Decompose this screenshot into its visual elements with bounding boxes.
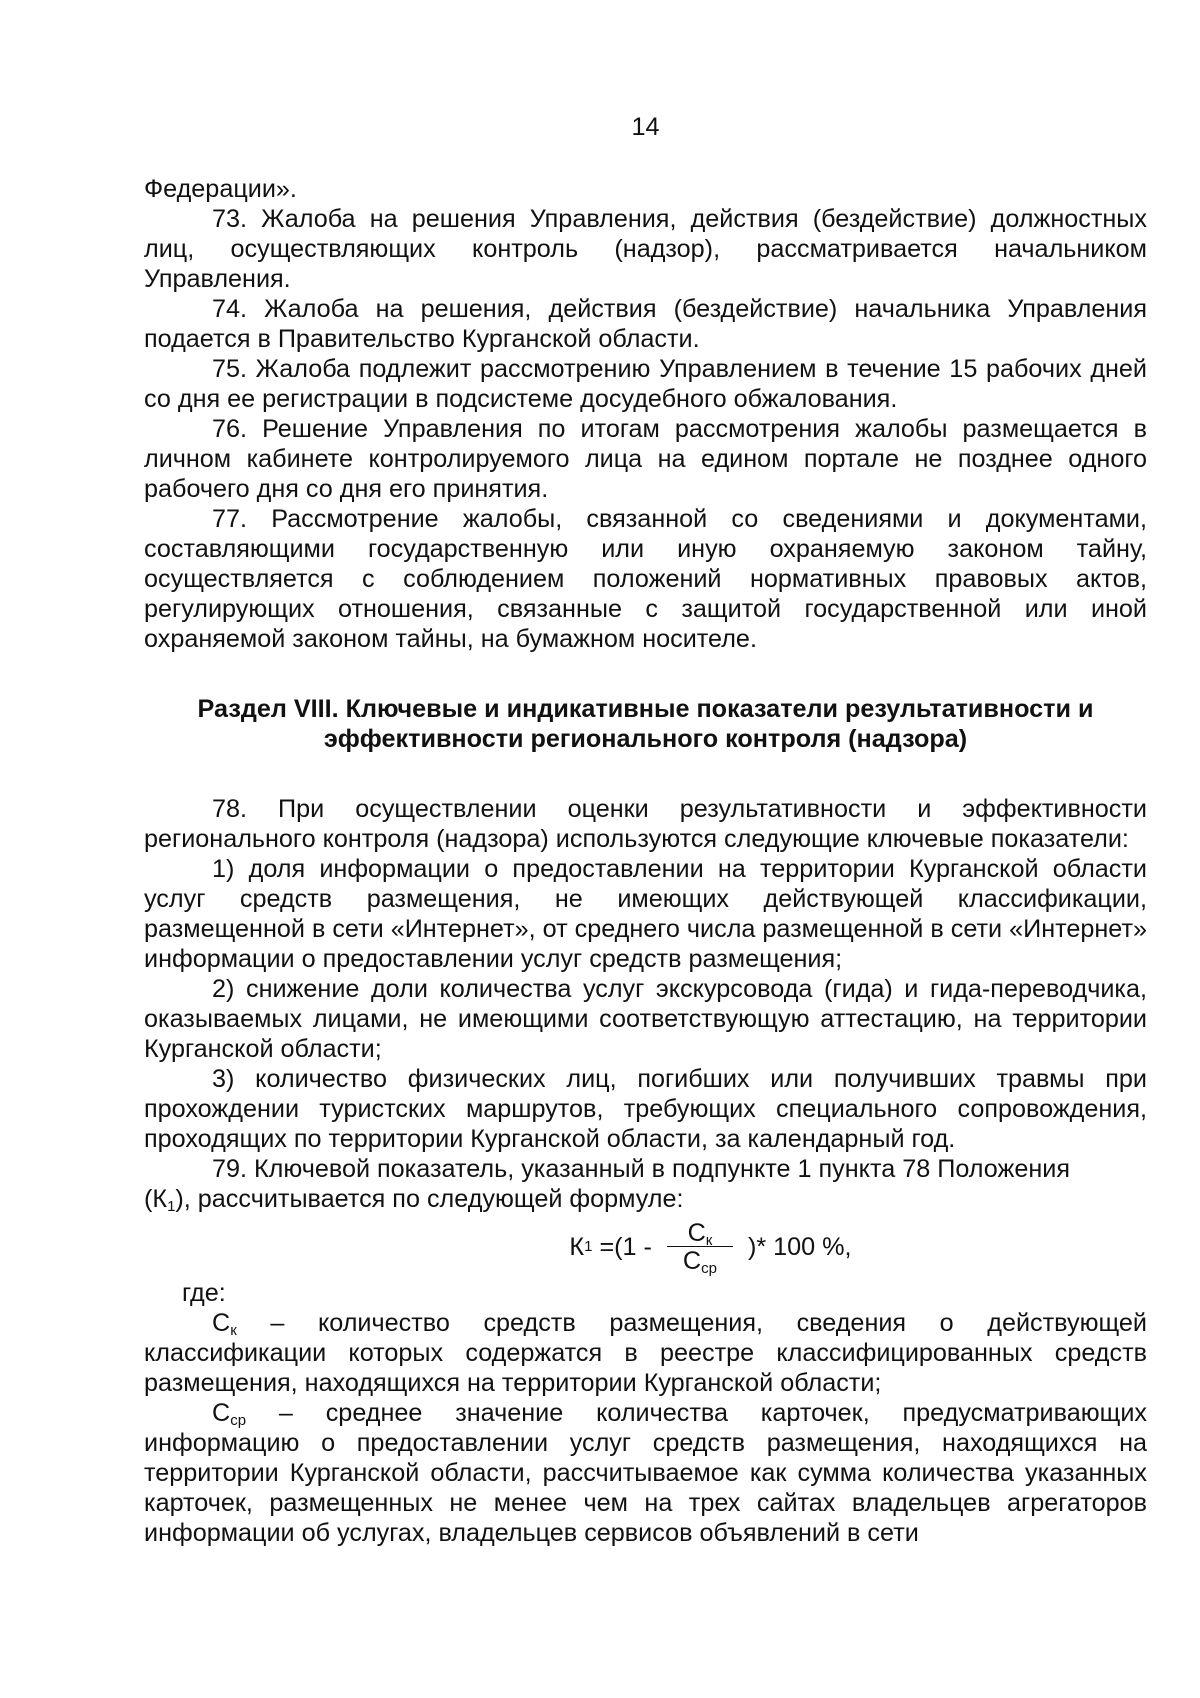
paragraph: 2) снижение доли количества услуг экскурсовода (гида) и гида-переводчика, оказываемых лицами, не имеющими соответствующую аттестацию, на территории Курганской области; <box>144 975 1147 1063</box>
paragraph: 73. Жалоба на решения Управления, действия (бездействие) должностных лиц, осуществляющих контроль (надзор), рассматривается начальником Управления. <box>144 205 1147 293</box>
paragraph: 74. Жалоба на решения, действия (бездействие) начальника Управления подается в Правительство Курганской области. <box>144 295 1147 353</box>
fraction-denominator <box>683 1247 717 1275</box>
paragraph-79-pre: (К <box>144 1185 168 1213</box>
numerator-symbol: С <box>687 1218 706 1247</box>
formula-tail: )* 100 %, <box>740 1233 852 1261</box>
definition-symbol: С <box>212 1399 231 1427</box>
paragraph: 76. Решение Управления по итогам рассмотрения жалобы размещается в личном кабинете контролируемого лица на едином портале не позднее одного рабочего дня со дня его принятия. <box>144 415 1147 503</box>
formula-eq: =(1 - <box>592 1233 659 1261</box>
definition-text: – количество средств размещения, сведения о действующей классификации которых содержатся в реестре классифицированных средств размещения, находящихся на территории Курганской области; <box>144 1309 1147 1397</box>
paragraph: 1) доля информации о предоставлении на территории Курганской области услуг средств размещения, не имеющих действующей классификации, размещенной в сети «Интернет», от среднего числа размещенной в сети «Интернет» информации о предоставлении услуг средств размещения; <box>144 855 1148 973</box>
numerator-subscript: к <box>705 1231 713 1249</box>
paragraph-79-line: 79. Ключевой показатель, указанный в подпункте 1 пункта 78 Положения <box>212 1155 1070 1183</box>
definition-ck <box>144 1308 1147 1398</box>
paragraph: 78. При осуществлении оценки результативности и эффективности регионального контроля (надзора) используются следующие ключевые показатели: <box>144 795 1147 853</box>
denominator-subscript: ср <box>701 1259 717 1277</box>
where-label: где: <box>182 1279 226 1307</box>
definition-text: – среднее значение количества карточек, предусматривающих информацию о предоставлении услуг средств размещения, находящихся на территории Курганской области, рассчитываемое как сумма количества указанных карточек, размещенных не менее чем на трех сайтах владельцев агрегаторов информации об услугах, владельцев сервисов объявлений в сети <box>144 1399 1147 1547</box>
page-number: 14 <box>631 113 660 141</box>
definition-csr <box>144 1398 1147 1548</box>
paragraph-79 <box>144 1154 1147 1214</box>
paragraph: Федерации». <box>144 175 297 203</box>
text-block-1 <box>144 174 1147 654</box>
formula-fraction <box>667 1220 733 1275</box>
text-block-2 <box>144 794 1147 1548</box>
paragraph: 75. Жалоба подлежит рассмотрению Управлением в течение 15 рабочих дней со дня ее регистрации в подсистеме досудебного обжалования. <box>144 355 1147 413</box>
fraction-numerator <box>682 1218 719 1249</box>
paragraph-79-post: ), рассчитывается по следующей формуле: <box>175 1185 684 1213</box>
section-heading <box>144 694 1147 754</box>
definition-subscript: к <box>230 1322 237 1339</box>
denominator-symbol: С <box>682 1246 702 1275</box>
definition-symbol: С <box>212 1309 231 1337</box>
formula: К 1 =(1 - $\frac{С_к}{С_{ср}}$ )* 100 %, <box>569 1218 852 1277</box>
paragraph: 3) количество физических лиц, погибших или получивших травмы при прохождении туристских маршрутов, требующих специального сопровождения, проходящих по территории Курганской области, за календарный год. <box>144 1065 1147 1153</box>
section-heading-line: Раздел VIII. Ключевые и индикативные показатели результативности и <box>197 695 1094 723</box>
paragraph: 77. Рассмотрение жалобы, связанной со сведениями и документами, составляющими государственную или иную охраняемую законом тайну, осуществляется с соблюдением положений нормативных правовых актов, регулирующих отношения, связанные с защитой государственной или иной охраняемой законом тайны, на бумажном носителе. <box>144 505 1147 653</box>
subscript: 1 <box>167 1198 176 1215</box>
formula-lhs: К <box>569 1233 585 1261</box>
section-heading-line: эффективности регионального контроля (надзора) <box>323 725 968 753</box>
definition-subscript: ср <box>230 1412 247 1429</box>
